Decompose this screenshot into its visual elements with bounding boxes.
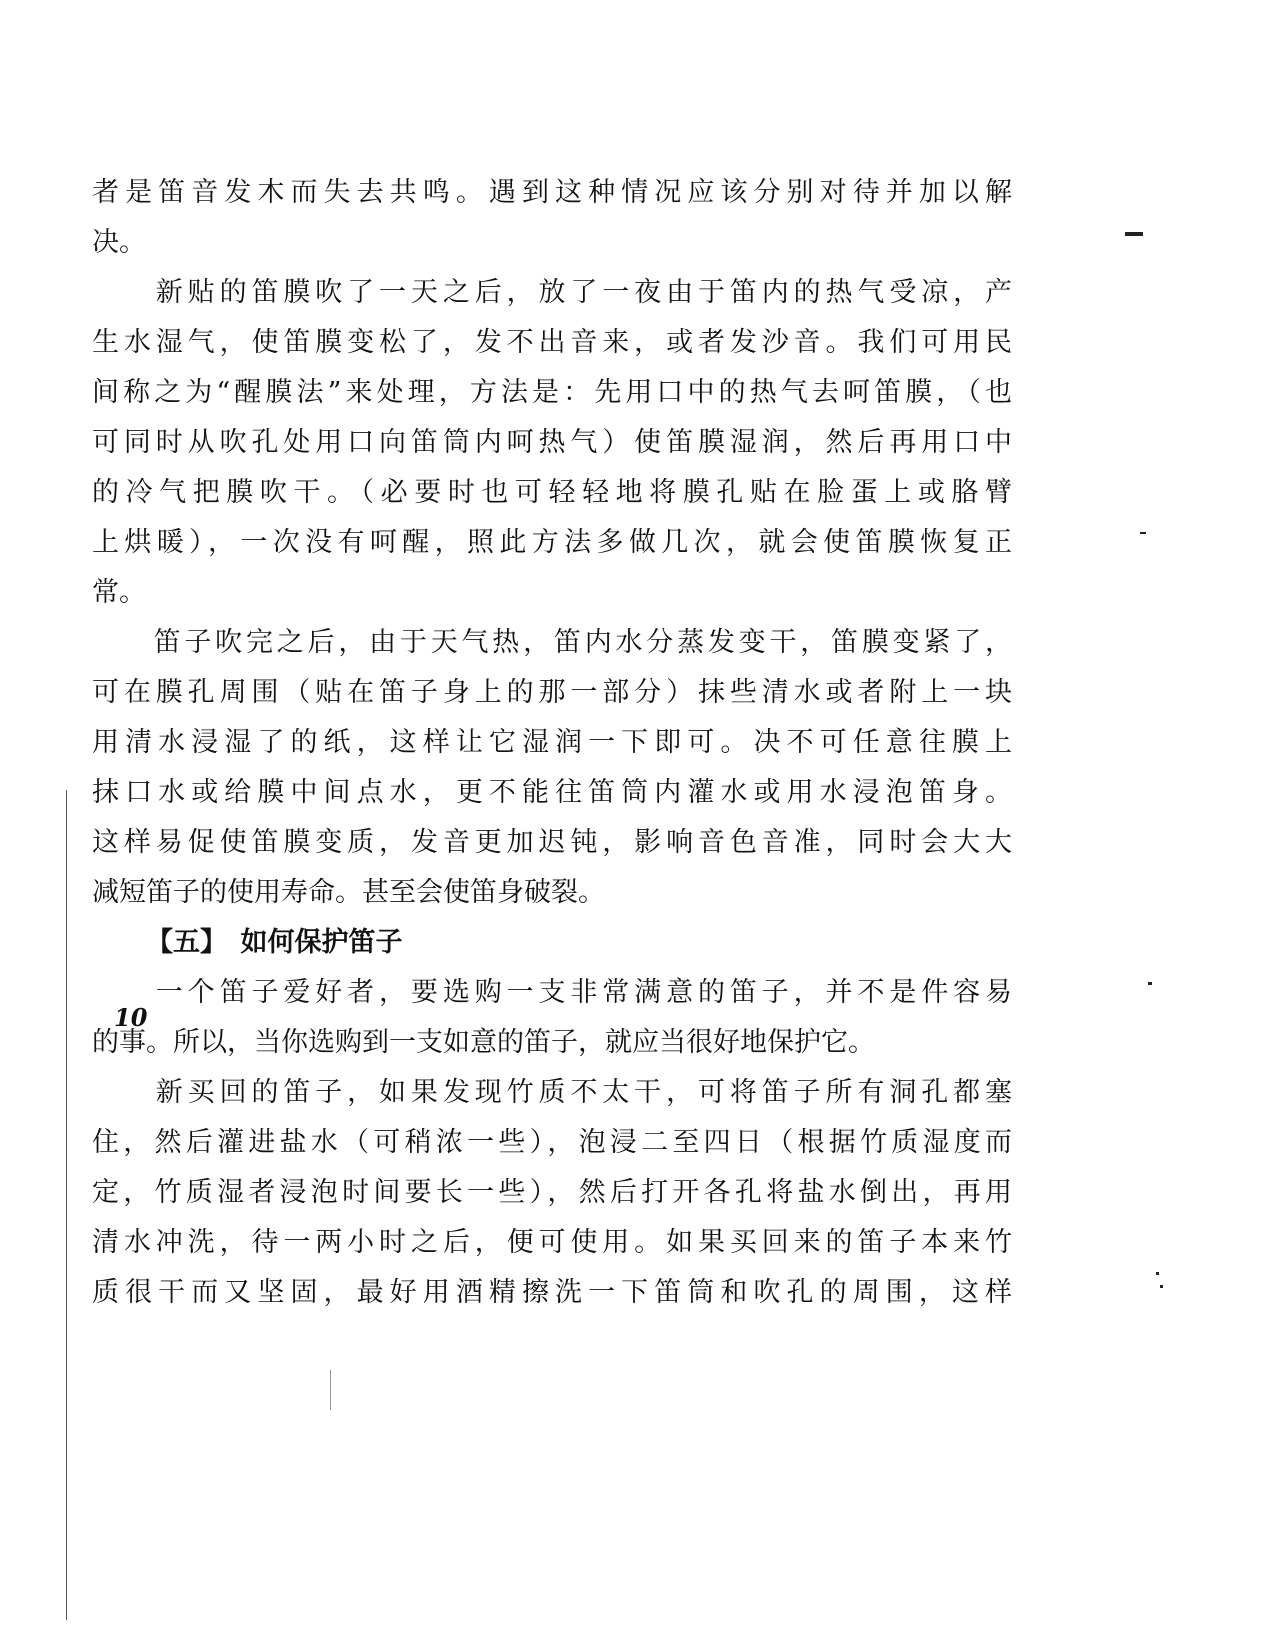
text-line: 用清水浸湿了的纸，这样让它湿润一下即可。决不可任意往膜上 <box>92 727 1012 758</box>
text-line: 住，然后灌进盐水（可稍浓一些），泡浸二至四日（根据竹质湿度而 <box>92 1127 1012 1158</box>
text-line: 的冷气把膜吹干。（必要时也可轻轻地将膜孔贴在脸蛋上或胳臂 <box>92 477 1012 508</box>
scan-margin-line <box>66 790 67 1620</box>
text-line: 抹口水或给膜中间点水，更不能往笛筒内灌水或用水浸泡笛身。 <box>92 777 1012 808</box>
text-line: 常。 <box>92 577 146 608</box>
section-heading: 【五】 如何保护笛子 <box>146 927 403 958</box>
text-line: 定，竹质湿者浸泡时间要长一些），然后打开各孔将盐水倒出，再用 <box>92 1177 1012 1208</box>
text-line: 质很干而又坚固，最好用酒精擦洗一下笛筒和吹孔的周围，这样 <box>92 1277 1012 1308</box>
text-line: 新贴的笛膜吹了一天之后，放了一夜由于笛内的热气受凉，产 <box>92 277 1012 308</box>
scan-faint-line <box>330 1370 331 1410</box>
text-line: 的事。所以，当你选购到一支如意的笛子，就应当很好地保护它。 <box>92 1027 875 1058</box>
text-line: 清水冲洗，待一两小时之后，便可使用。如果买回来的笛子本来竹 <box>92 1227 1012 1258</box>
page-number: 10 <box>114 1003 148 1032</box>
text-line: 这样易促使笛膜变质，发音更加迟钝，影响音色音准，同时会大大 <box>92 827 1012 858</box>
text-line: 减短笛子的使用寿命。甚至会使笛身破裂。 <box>92 877 605 908</box>
scan-speck <box>1140 532 1146 534</box>
text-line: 笛子吹完之后，由于天气热，笛内水分蒸发变干，笛膜变紧了， <box>92 627 1012 658</box>
scan-speck <box>1156 1272 1159 1275</box>
scan-speck <box>1125 232 1143 236</box>
body-text <box>92 168 1012 1318</box>
scan-speck <box>1160 1285 1163 1288</box>
text-line: 可同时从吹孔处用口向笛筒内呵热气）使笛膜湿润，然后再用口中 <box>92 427 1012 458</box>
text-line: 可在膜孔周围（贴在笛子身上的那一部分）抹些清水或者附上一块 <box>92 677 1012 708</box>
text-line: 新买回的笛子，如果发现竹质不太干，可将笛子所有洞孔都塞 <box>92 1077 1012 1108</box>
text-line: 一个笛子爱好者，要选购一支非常满意的笛子，并不是件容易 <box>92 977 1012 1008</box>
scan-speck <box>1148 982 1152 985</box>
text-line: 间称之为“醒膜法”来处理，方法是：先用口中的热气去呵笛膜，（也 <box>92 377 1012 408</box>
text-line: 决。 <box>92 227 146 258</box>
text-line: 者是笛音发木而失去共鸣。遇到这种情况应该分别对待并加以解 <box>92 177 1012 208</box>
text-line: 生水湿气，使笛膜变松了，发不出音来，或者发沙音。我们可用民 <box>92 327 1012 358</box>
text-line: 上烘暖），一次没有呵醒，照此方法多做几次，就会使笛膜恢复正 <box>92 527 1012 558</box>
